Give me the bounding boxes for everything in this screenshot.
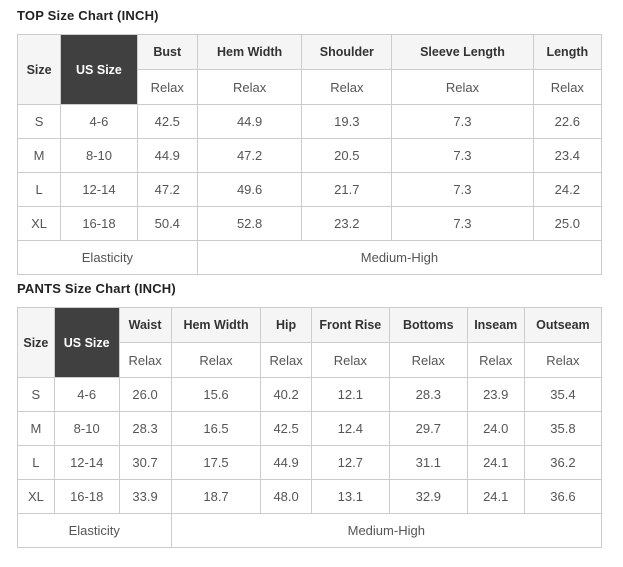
relax-cell: Relax (524, 343, 601, 378)
us-size-cell: 12-14 (54, 446, 119, 480)
relax-cell: Relax (389, 343, 467, 378)
size-row-label: L (18, 446, 55, 480)
shoulder-column-header: Shoulder (302, 35, 392, 70)
value-cell: 35.4 (524, 378, 601, 412)
relax-cell: Relax (302, 70, 392, 105)
size-row-label: M (18, 139, 61, 173)
value-cell: 20.5 (302, 139, 392, 173)
table-row (18, 105, 602, 139)
us-size-cell: 4-6 (54, 378, 119, 412)
size-column-header: Size (18, 308, 55, 378)
value-cell: 12.7 (311, 446, 389, 480)
size-row-label: XL (18, 480, 55, 514)
relax-cell: Relax (392, 70, 533, 105)
us-size-cell: 8-10 (54, 412, 119, 446)
value-cell: 23.4 (533, 139, 601, 173)
size-row-label: M (18, 412, 55, 446)
value-cell: 19.3 (302, 105, 392, 139)
table-row (18, 412, 602, 446)
bottoms-column-header: Bottoms (389, 308, 467, 343)
us-size-cell: 16-18 (54, 480, 119, 514)
value-cell: 31.1 (389, 446, 467, 480)
relax-cell: Relax (137, 70, 197, 105)
value-cell: 44.9 (261, 446, 311, 480)
value-cell: 28.3 (119, 412, 171, 446)
table-row (18, 139, 602, 173)
value-cell: 16.5 (171, 412, 261, 446)
table-row (18, 446, 602, 480)
value-cell: 7.3 (392, 139, 533, 173)
value-cell: 29.7 (389, 412, 467, 446)
value-cell: 23.2 (302, 207, 392, 241)
value-cell: 28.3 (389, 378, 467, 412)
value-cell: 42.5 (261, 412, 311, 446)
relax-cell: Relax (171, 343, 261, 378)
outseam-column-header: Outseam (524, 308, 601, 343)
us-size-cell: 12-14 (61, 173, 138, 207)
hem-width-column-header: Hem Width (197, 35, 302, 70)
value-cell: 17.5 (171, 446, 261, 480)
us-size-cell: 4-6 (61, 105, 138, 139)
table-row (18, 378, 602, 412)
top-size-chart-title: TOP Size Chart (INCH) (17, 8, 159, 23)
size-row-label: S (18, 378, 55, 412)
relax-cell: Relax (467, 343, 524, 378)
value-cell: 36.2 (524, 446, 601, 480)
value-cell: 47.2 (137, 173, 197, 207)
value-cell: 33.9 (119, 480, 171, 514)
value-cell: 48.0 (261, 480, 311, 514)
elasticity-value-cell: Medium-High (197, 241, 601, 275)
value-cell: 24.1 (467, 480, 524, 514)
value-cell: 26.0 (119, 378, 171, 412)
value-cell: 25.0 (533, 207, 601, 241)
pants-size-table (17, 307, 602, 548)
size-row-label: L (18, 173, 61, 207)
us-size-cell: 8-10 (61, 139, 138, 173)
us-size-cell: 16-18 (61, 207, 138, 241)
table-row (18, 480, 602, 514)
length-column-header: Length (533, 35, 601, 70)
value-cell: 24.2 (533, 173, 601, 207)
relax-cell: Relax (119, 343, 171, 378)
value-cell: 23.9 (467, 378, 524, 412)
pants-header-row (18, 308, 602, 343)
value-cell: 7.3 (392, 173, 533, 207)
hip-column-header: Hip (261, 308, 311, 343)
relax-cell: Relax (261, 343, 311, 378)
relax-cell: Relax (533, 70, 601, 105)
size-row-label: S (18, 105, 61, 139)
waist-column-header: Waist (119, 308, 171, 343)
size-column-header: Size (18, 35, 61, 105)
value-cell: 24.0 (467, 412, 524, 446)
value-cell: 49.6 (197, 173, 302, 207)
bust-column-header: Bust (137, 35, 197, 70)
elasticity-row (18, 241, 602, 275)
value-cell: 12.4 (311, 412, 389, 446)
value-cell: 35.8 (524, 412, 601, 446)
us-size-column-header: US Size (61, 35, 138, 105)
elasticity-label-cell: Elasticity (18, 514, 172, 548)
sleeve-length-column-header: Sleeve Length (392, 35, 533, 70)
value-cell: 18.7 (171, 480, 261, 514)
value-cell: 50.4 (137, 207, 197, 241)
value-cell: 21.7 (302, 173, 392, 207)
value-cell: 44.9 (197, 105, 302, 139)
inseam-column-header: Inseam (467, 308, 524, 343)
elasticity-row (18, 514, 602, 548)
value-cell: 30.7 (119, 446, 171, 480)
value-cell: 36.6 (524, 480, 601, 514)
value-cell: 7.3 (392, 105, 533, 139)
value-cell: 40.2 (261, 378, 311, 412)
elasticity-label-cell: Elasticity (18, 241, 198, 275)
value-cell: 44.9 (137, 139, 197, 173)
pants-size-chart-title: PANTS Size Chart (INCH) (17, 281, 176, 296)
table-row (18, 207, 602, 241)
us-size-column-header: US Size (54, 308, 119, 378)
value-cell: 52.8 (197, 207, 302, 241)
value-cell: 24.1 (467, 446, 524, 480)
value-cell: 32.9 (389, 480, 467, 514)
value-cell: 12.1 (311, 378, 389, 412)
value-cell: 15.6 (171, 378, 261, 412)
value-cell: 47.2 (197, 139, 302, 173)
size-row-label: XL (18, 207, 61, 241)
value-cell: 13.1 (311, 480, 389, 514)
elasticity-value-cell: Medium-High (171, 514, 601, 548)
top-header-row (18, 35, 602, 70)
relax-cell: Relax (197, 70, 302, 105)
value-cell: 42.5 (137, 105, 197, 139)
relax-cell: Relax (311, 343, 389, 378)
value-cell: 7.3 (392, 207, 533, 241)
top-size-table (17, 34, 602, 275)
front-rise-column-header: Front Rise (311, 308, 389, 343)
hem-width-column-header: Hem Width (171, 308, 261, 343)
value-cell: 22.6 (533, 105, 601, 139)
table-row (18, 173, 602, 207)
